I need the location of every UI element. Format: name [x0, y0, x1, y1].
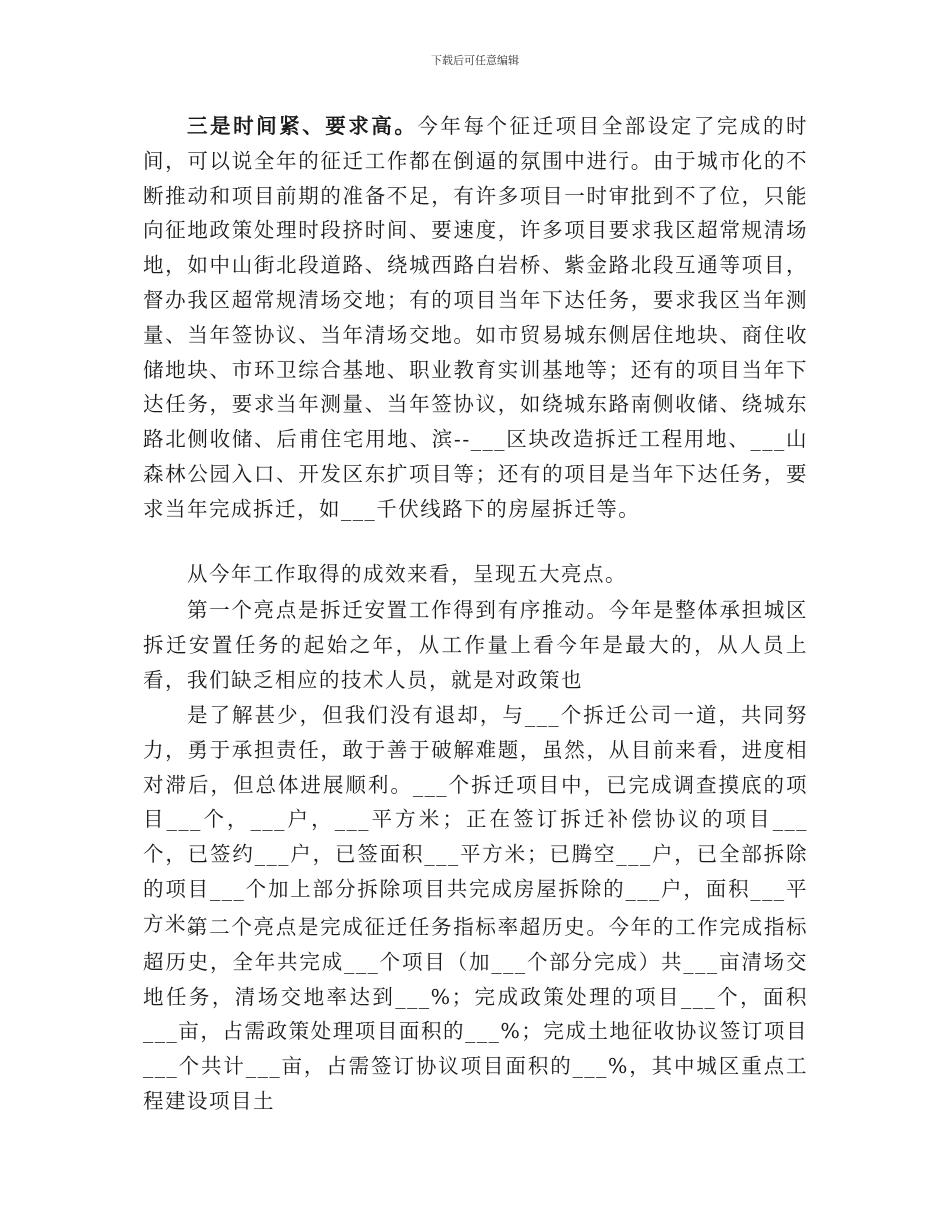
paragraph-time-requirements [143, 109, 808, 527]
paragraph-body: 第二个亮点是完成征迁任务指标率超历史。今年的工作完成指标超历史，全年共完成___个项目（加___个部分完成）共___亩清场交地任务，清场交地率达到___%；完成政策处理的项目___个，面积___亩，占需政策处理项目面积的___%；完成土地征收协议签订项目___个共计___亩，占需签订协议项目面积的___%，其中城区重点工程建设项目土 [143, 915, 808, 1113]
page-header: 下载后可任意编辑 [431, 54, 519, 67]
paragraph-highlight-one-continued [143, 698, 808, 942]
paragraph-body: 从今年工作取得的成效来看，呈现五大亮点。 [187, 562, 627, 586]
paragraph-body: 是了解甚少，但我们没有退却，与___个拆迁公司一道，共同努力，勇于承担责任，敢于善于破解难题，虽然，从目前来看，进度相对滞后，但总体进展顺利。___个拆迁项目中，已完成调查摸底的项目___个，___户，___平方米；正在签订拆迁补偿协议的项目___个，已签约___户，已签面积___平方米；已腾空___户，已全部拆除的项目___个加上部分拆除项目共完成房屋拆除的___户，面积___平方米。 [143, 703, 808, 936]
paragraph-highlight-one [143, 593, 808, 697]
paragraph-highlights-intro [143, 557, 808, 592]
paragraph-highlight-two [143, 910, 808, 1119]
paragraph-body: 第一个亮点是拆迁安置工作得到有序推动。今年是整体承担城区拆迁安置任务的起始之年，从工作量上看今年是最大的，从人员上看，我们缺乏相应的技术人员，就是对政策也 [143, 598, 808, 692]
paragraph-lead: 三是时间紧、要求高。 [187, 114, 418, 138]
paragraph-body: 今年每个征迁项目全部设定了完成的时间，可以说全年的征迁工作都在倒逼的氛围中进行。由于城市化的不断推动和项目前期的准备不足，有许多项目一时审批到不了位，只能向征地政策处理时段挤时间、要速度，许多项目要求我区超常规清场地，如中山街北段道路、绕城西路白岩桥、紫金路北段互通等项目，督办我区超常规清场交地；有的项目当年下达任务，要求我区当年测量、当年签协议、当年清场交地。如市贸易城东侧居住地块、商住收储地块、市环卫综合基地、职业教育实训基地等；还有的项目当年下达任务，要求当年测量、当年签协议，如绕城东路南侧收储、绕城东路北侧收储、后甫住宅用地、滨--___区块改造拆迁工程用地、___山森林公园入口、开发区东扩项目等；还有的项目是当年下达任务，要求当年完成拆迁，如___千伏线路下的房屋拆迁等。 [143, 114, 809, 521]
